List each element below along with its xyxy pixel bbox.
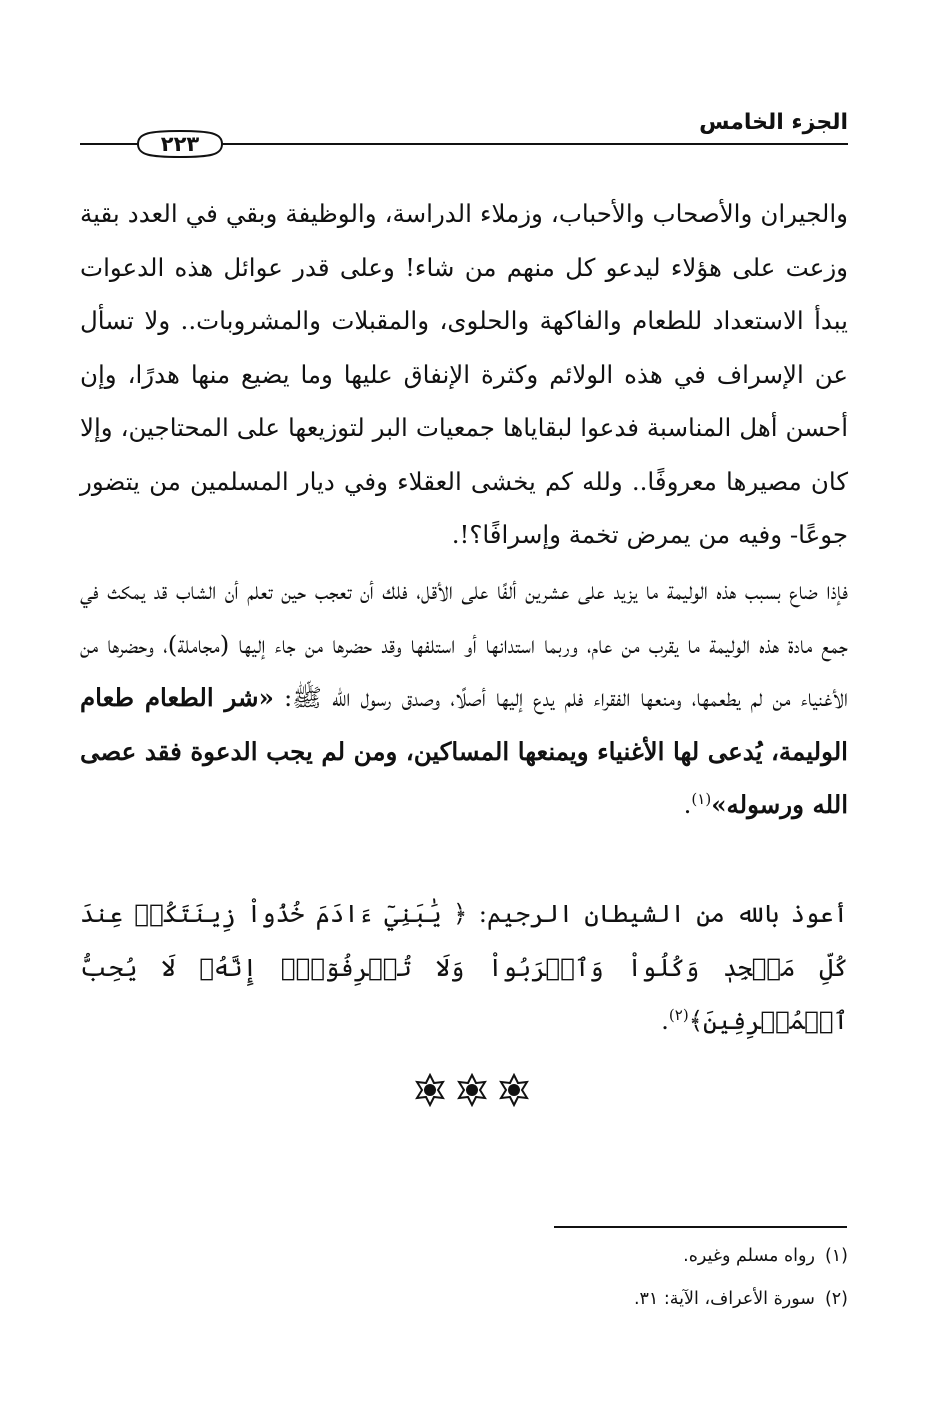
footnote-text: سورة الأعراف، الآية: ٣١. (633, 1289, 815, 1309)
footnote-text: رواه مسلم وغيره. (683, 1246, 815, 1266)
flower-ornament-icon (413, 1073, 447, 1107)
paragraph-3 (80, 887, 848, 1048)
paragraph-2-end: . (683, 790, 692, 819)
quran-verse: يَٰبَنِيٓ ءَادَمَ خُذُواْ زِينَتَكُمۡ عِندَ كُلِّ مَسۡجِدٖ وَكُلُواْ وَٱشۡرَبُواْ وَلَا تُسۡرِفُوٓاْۚ إِنَّهُۥ لَا يُحِبُّ ٱلۡمُسۡرِفِينَ (80, 899, 848, 1035)
page-number: ٢٢٣ (160, 132, 200, 156)
paragraph-1: والجيران والأصحاب والأحباب، وزملاء الدراسة، والوظيفة وبقي في العدد بقية وزعت على هؤلاء ليدعو كل منهم من شاء! وعلى قدر عوائل هذه الدعوات يبدأ الاستعداد للطعام والفاكهة والحلوى، والمقبلات والمشروبات.. ولا تسأل عن الإسراف في هذه الولائم وكثرة الإنفاق عليها وما يضيع منها هدرًا، وإن أحسن أهل المناسبة فدعوا لبقاياها جمعيات البر لتوزيعها على المحتاجين، وإلا كان مصيرها معروفًا.. ولله كم يخشى العقلاء وفي ديار المسلمين من يتضور جوعًا- وفيه من يمرض تخمة وإسرافًا؟!. (80, 199, 848, 549)
flower-ornament-icon (455, 1073, 489, 1107)
chapter-title: الجزء الخامس (699, 110, 848, 135)
footnote-ref-1[interactable]: (١) (691, 789, 712, 808)
footnote-number: (١) (824, 1246, 848, 1266)
paragraph-3-intro: أعوذ بالله من الشيطان الرجيم: ﴿ (453, 899, 848, 928)
paragraph-3-end: . (661, 1006, 669, 1035)
section-divider-ornaments (0, 1073, 944, 1113)
flower-ornament-icon (497, 1073, 531, 1107)
quran-close-bracket: ﴾ (688, 1006, 704, 1035)
footnote-1 (683, 1246, 848, 1266)
footnote-2 (634, 1289, 848, 1309)
paragraph-2 (80, 564, 848, 832)
paragraph-2-intro: فإذا ضاع بسبب هذه الوليمة ما يزيد على عشرين ألفًا على الأقل، فلك أن تعجب حين تعلم أن الشاب قد يمكث في جمع مادة هذه الوليمة ما يقرب من عام، وربما استدانها أو استلفها وقد حضرها من جاء إليها (مجاملة)، وحضرها من الأغنياء من لم يطعمها، ومنعها الفقراء فلم يدع إليها أصلًا، وصدق رسول الله ﷺ: (80, 576, 848, 712)
footnote-separator (554, 1226, 847, 1228)
footnote-ref-2[interactable]: (٢) (668, 1005, 689, 1024)
hadith-quote: «شر الطعام طعام الوليمة، يُدعى لها الأغنياء ويمنعها المساكين، ومن لم يجب الدعوة فقد عصى الله ورسوله» (80, 683, 848, 819)
footnote-number: (٢) (824, 1289, 848, 1309)
